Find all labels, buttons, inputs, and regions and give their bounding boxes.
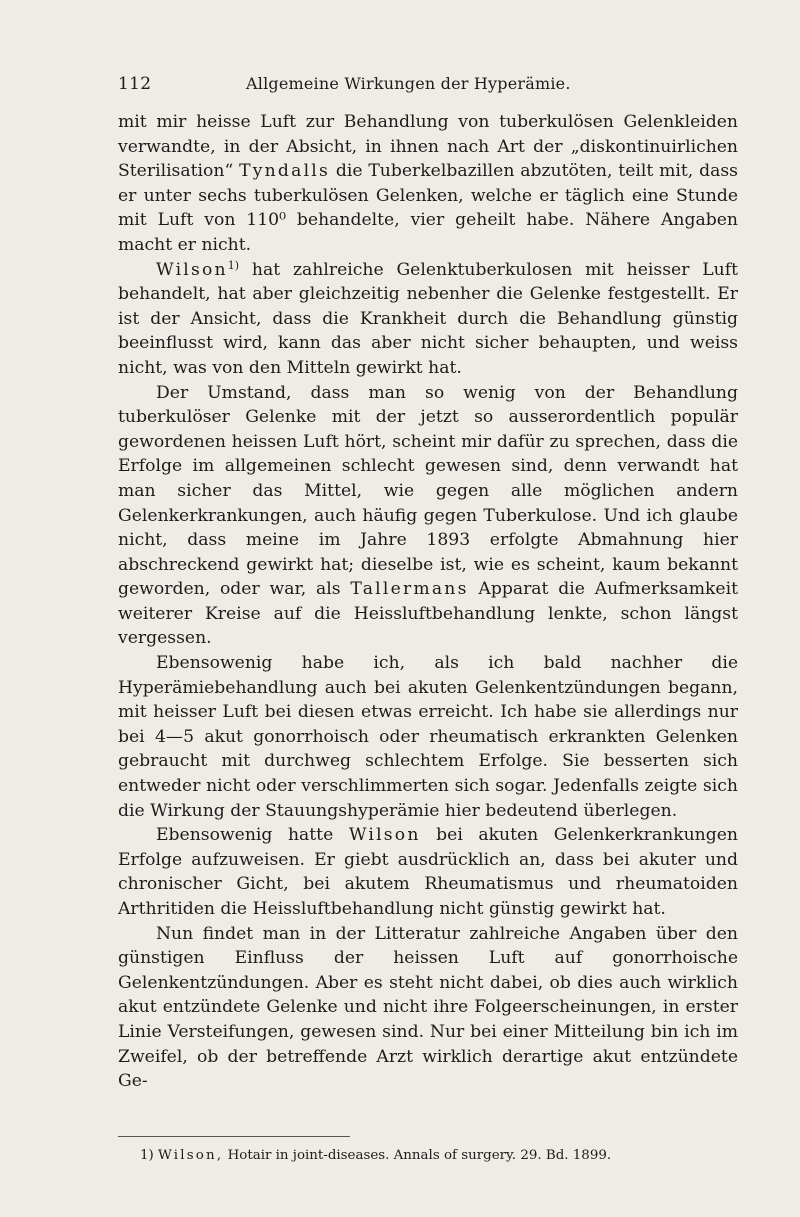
paragraph-6: Nun findet man in der Litteratur zahlreiche Angaben über den günstigen Einfluss der heissen Luft auf gonorrhoische Gelenkentzündungen. Aber es steht nicht dabei, ob dies auch wirklich akut entzündete Gelenke und nicht ihre Folgeerscheinungen, in erster Linie Versteifungen, gewesen sind. Nur bei einer Mitteilung bin ich im Zweifel, ob der betreffende Arzt wirklich derartige akut entzündete Ge- <box>118 923 738 1092</box>
page-number: 112 <box>118 74 152 94</box>
footnote-author: Wilson, <box>158 1148 224 1163</box>
paragraph-text: Apparat die Aufmerksamkeit weiterer Kreise auf die Heissluftbehandlung lenkte, schon längst vergessen. <box>118 579 739 649</box>
footnote-reference[interactable]: 1) <box>227 258 240 272</box>
body-text <box>118 110 738 1094</box>
author-name: Tyndalls <box>239 161 330 182</box>
running-title: Allgemeine Wirkungen der Hyperämie. <box>246 74 571 93</box>
paragraph-text: Ebensowenig hatte <box>156 825 349 846</box>
paragraph-text: Der Umstand, dass man so wenig von der Behandlung tuberkulöser Gelenke mit der jetzt so ausserordentlich populär gewordenen heissen Luft hört, scheint mir dafür zu sprechen, dass die Erfolge im allgemeinen schlecht gewesen sind, denn verwandt hat man sicher das Mittel, wie gegen alle möglichen andern Gelenkerkrankungen, auch häufig gegen Tuberkulose. Und ich glaube nicht, dass meine im Jahre 1893 erfolgte Abmahnung hier abschreckend gewirkt hat; dieselbe ist, wie es scheint, kaum bekannt geworden, oder war, als <box>118 382 738 600</box>
paragraph-3 <box>118 381 738 652</box>
paragraph-4: Ebensowenig habe ich, als ich bald nachher die Hyperämiebehandlung auch bei akuten Gelenkentzündungen begann, mit heisser Luft bei diesen etwas erreicht. Ich habe sie allerdings nur bei 4—5 akut gonorrhoisch oder rheumatisch erkrankten Gelenken gebraucht mit durchweg schlechtem Erfolge. Sie besserten sich entweder nicht oder verschlimmerten sich sogar. Jedenfalls zeigte sich die Wirkung der Stauungshyperämie hier bedeutend überlegen. <box>118 653 738 821</box>
author-name: Wilson <box>156 259 228 280</box>
author-name: Wilson <box>348 825 421 846</box>
paragraph-text: die Tuberkelbazillen abzutöten, teilt mit, dass er unter sechs tuberkulösen Gelenken, welche er täglich eine Stunde mit Luft von 110⁰ behandelte, vier geheilt habe. Nähere Angaben macht er nicht. <box>118 161 738 255</box>
author-name: Tallermans <box>350 579 469 600</box>
paragraph-1 <box>118 110 738 258</box>
paragraph-text: mit mir heisse Luft zur Behandlung von tuberkulösen Gelenkleiden verwandte, in der Absicht, in ihnen nach Art der „diskontinuirlichen Sterilisation“ <box>118 112 738 182</box>
footnote-marker: 1) <box>140 1148 154 1163</box>
running-head <box>118 74 738 100</box>
paragraph-text: hat zahlreiche Gelenktuberkulosen mit heisser Luft behandelt, hat aber gleichzeitig nebenher die Gelenke festgestellt. Er ist der Ansicht, dass die Krankheit durch die Behandlung günstig beeinflusst wird, kann das aber nicht sicher behaupten, und weiss nicht, was von den Mitteln gewirkt hat. <box>118 259 738 378</box>
footnote-divider <box>118 1136 350 1137</box>
paragraph-2 <box>118 258 738 381</box>
paragraph-text: bei akuten Gelenkerkrankungen Erfolge aufzuweisen. Er giebt ausdrücklich an, dass bei akuter und chronischer Gicht, bei akutem Rheumatismus und rheumatoiden Arthritiden die Heissluftbehandlung nicht günstig gewirkt hat. <box>118 825 738 919</box>
paragraph-5 <box>118 823 738 921</box>
footnote <box>140 1147 740 1165</box>
footnote-text: Hotair in joint-diseases. Annals of surgery. 29. Bd. 1899. <box>223 1148 612 1163</box>
